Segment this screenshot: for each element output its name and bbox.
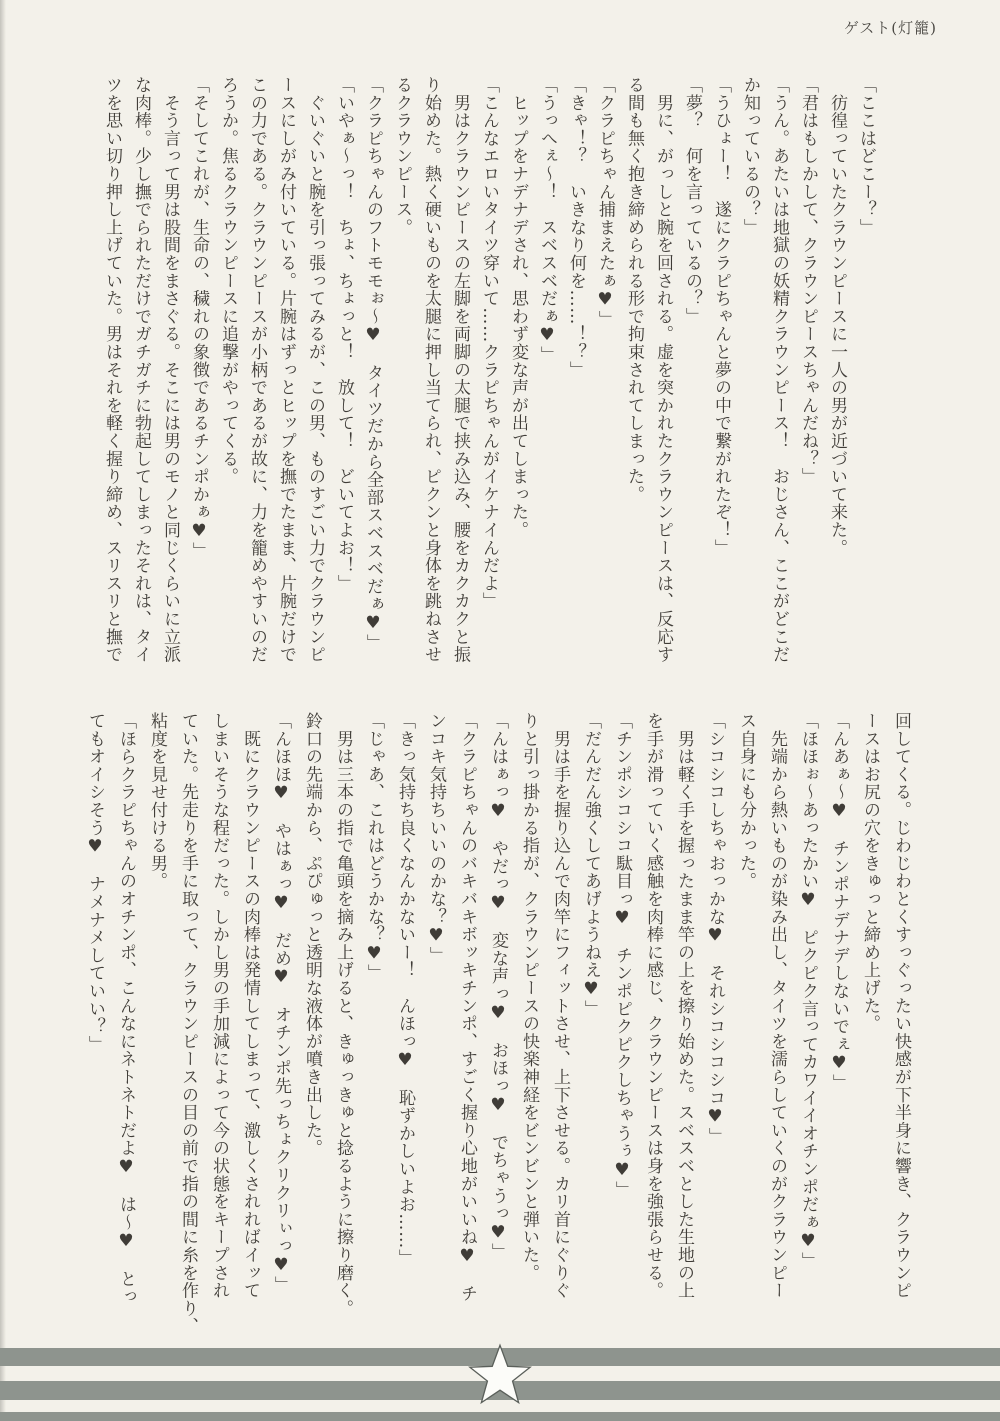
text-column: 男に、がっしと腕を回される。虚を突かれたクラウンピースは、反応す [653, 76, 673, 664]
text-column: 「クラピちゃんのフトモモぉ〜♥ タイツだから全部スベスベだぁ♥」 [363, 76, 383, 652]
text-column: な肉棒。少し撫でられただけでガチガチに勃起してしまったそれは、タイ [131, 76, 151, 664]
text-column: 「んあぁ〜♥ チンポナデナデしないでぇ♥」 [829, 712, 849, 1092]
text-column: ースにしがみ付いている。片腕はずっとヒップを撫でたまま、片腕だけで [276, 76, 296, 664]
text-column: ツを思い切り押し上げていた。男はそれを軽く握り締め、スリスリと撫で [102, 76, 122, 664]
text-column: 既にクラウンピースの肉棒は発情してしまって、激しくされればイッて [240, 712, 260, 1300]
text-column: り始めた。熱く硬いものを太腿に押し当てられ、ピクンと身体を跳ねさせ [421, 76, 441, 664]
text-column: ス自身にも分かった。 [736, 712, 756, 890]
text-column: 「ほらクラピちゃんのオチンポ、こんなにネトネトだよ♥ は〜♥ とっ [116, 712, 136, 1306]
footer-stripe-bottom [0, 1412, 1000, 1421]
text-column: 「君はもしかして、クラウンピースちゃんだね？」 [798, 76, 818, 486]
text-column: 「シコシコしちゃおっかな♥ それシコシコシコ♥」 [705, 712, 725, 1146]
star-icon [467, 1342, 533, 1412]
text-column: 男は三本の指で亀頭を摘み上げると、きゅっきゅと捻るように擦り磨く。 [333, 712, 353, 1318]
text-column: か知っているの？」 [740, 76, 760, 237]
text-column: ていた。先走りを手に取って、クラウンピースの目の前で指の間に糸を作り、 [178, 712, 198, 1335]
text-column: 「うん。あたいは地獄の妖精クラウンピース！ おじさん、ここがどこだ [769, 76, 789, 664]
text-column: 「うっへぇ〜！ スベスベだぁ♥」 [537, 76, 557, 364]
text-column: 「そしてこれが、生命の、穢れの象徴であるチンポかぁ♥」 [189, 76, 209, 560]
text-block-lower [79, 712, 916, 1340]
text-column: ぐいぐいと腕を引っ張ってみるが、この男、ものすごい力でクラウンピ [305, 76, 325, 664]
text-column: 彷徨っていたクラウンピースに一人の男が近づいて来た。 [827, 76, 847, 557]
text-column: 男は手を握り込んで肉竿にフィットさせ、上下させる。カリ首にぐりぐ [550, 712, 570, 1300]
text-column: 「んはぁっ♥ やだっ♥ 変な声っ♥ おほっ♥ でちゃうっ♥」 [488, 712, 508, 1261]
text-column: 「きっ気持ち良くなんかないー！ んほっ♥ 恥ずかしいよお……」 [395, 712, 415, 1267]
text-column: ースはお尻の穴をきゅっと締め上げた。 [860, 712, 880, 1033]
text-column: 「いやぁ〜っ！ ちょ、ちょっと！ 放して！ どいてよお！」 [334, 76, 354, 593]
text-column: 「んほほ♥ やはぁっ♥ だめ♥ オチンポ先っちょクリクリぃっ♥」 [271, 712, 291, 1294]
text-column: 粘度を見せ付ける男。 [147, 712, 167, 890]
text-column: 「クラピちゃん捕まえたぁ♥」 [595, 76, 615, 329]
text-column: 「うひょー！ 遂にクラピちゃんと夢の中で繋がれたぞ！」 [711, 76, 731, 557]
text-column: 回してくる。じわじわとくすっぐったい快感が下半身に響き、クラウンピ [891, 712, 911, 1300]
text-column: てもオイシそう♥ ナメナメしていい？」 [85, 712, 105, 1054]
text-column: 「ほほぉ〜あったかい♥ ピクピク言ってカワイイオチンポだぁ♥」 [798, 712, 818, 1270]
text-column: 「クラピちゃんのバキバキボッキチンポ、すごく握り心地がいいね♥ チ [457, 712, 477, 1303]
text-column: そう言って男は股間をまさぐる。そこには男のモノと同じくらいに立派 [160, 76, 180, 664]
text-column: 「チンポシコシコ駄目っ♥ チンポピクピクしちゃうぅ♥」 [612, 712, 632, 1199]
page-header-credit: ゲスト(灯籠) [843, 19, 937, 37]
text-column: この力である。クラウンピースが小柄であるが故に、力を籠めやすいのだ [247, 76, 267, 664]
text-column: りと引っ掛かる指が、クラウンピースの快楽神経をビンビンと弾いた。 [519, 712, 539, 1282]
text-column: るクラウンピース。 [392, 76, 412, 237]
text-column: 「夢？ 何を言っているの？」 [682, 76, 702, 326]
text-column: 男は軽く手を握ったまま竿の上を擦り始めた。スベスベとした生地の上 [674, 712, 694, 1300]
scan-edge-shadow [0, 0, 6, 1421]
text-column: ヒップをナデナデされ、思わず変な声が出てしまった。 [508, 76, 528, 539]
text-block-upper [97, 76, 880, 702]
text-column: ンコキ気持ちいいのかな？♥」 [426, 712, 446, 965]
text-column: 先端から熱いものが染み出し、タイツを濡らしていくのがクラウンピー [767, 712, 787, 1300]
text-column: 「じゃあ、これはどうかな？♥」 [364, 712, 384, 982]
text-column: 「きゃ！？ いきなり何を……！？」 [566, 76, 586, 379]
text-column: 「こんなエロいタイツ穿いて……クラピちゃんがイケナイんだよ」 [479, 76, 499, 610]
text-column: を手が滑っていく感触を肉棒に感じ、クラウンピースは身を強張らせる。 [643, 712, 663, 1300]
text-column: しまいそうな程だった。しかし男の手加減によって今の状態をキープされ [209, 712, 229, 1300]
text-column: 「ここはどこー？」 [856, 76, 876, 237]
text-column: ろうか。焦るクラウンピースに追撃がやってくる。 [218, 76, 238, 486]
text-column: る間も無く抱き締められる形で拘束されてしまった。 [624, 76, 644, 504]
text-column: 鈴口の先端から、ぷぴゅっと透明な液体が噴き出した。 [302, 712, 322, 1157]
text-column: 「だんだん強くしてあげようねえ♥」 [581, 712, 601, 1018]
text-column: 男はクラウンピースの左脚を両脚の太腿で挟み込み、腰をカクカクと振 [450, 76, 470, 664]
